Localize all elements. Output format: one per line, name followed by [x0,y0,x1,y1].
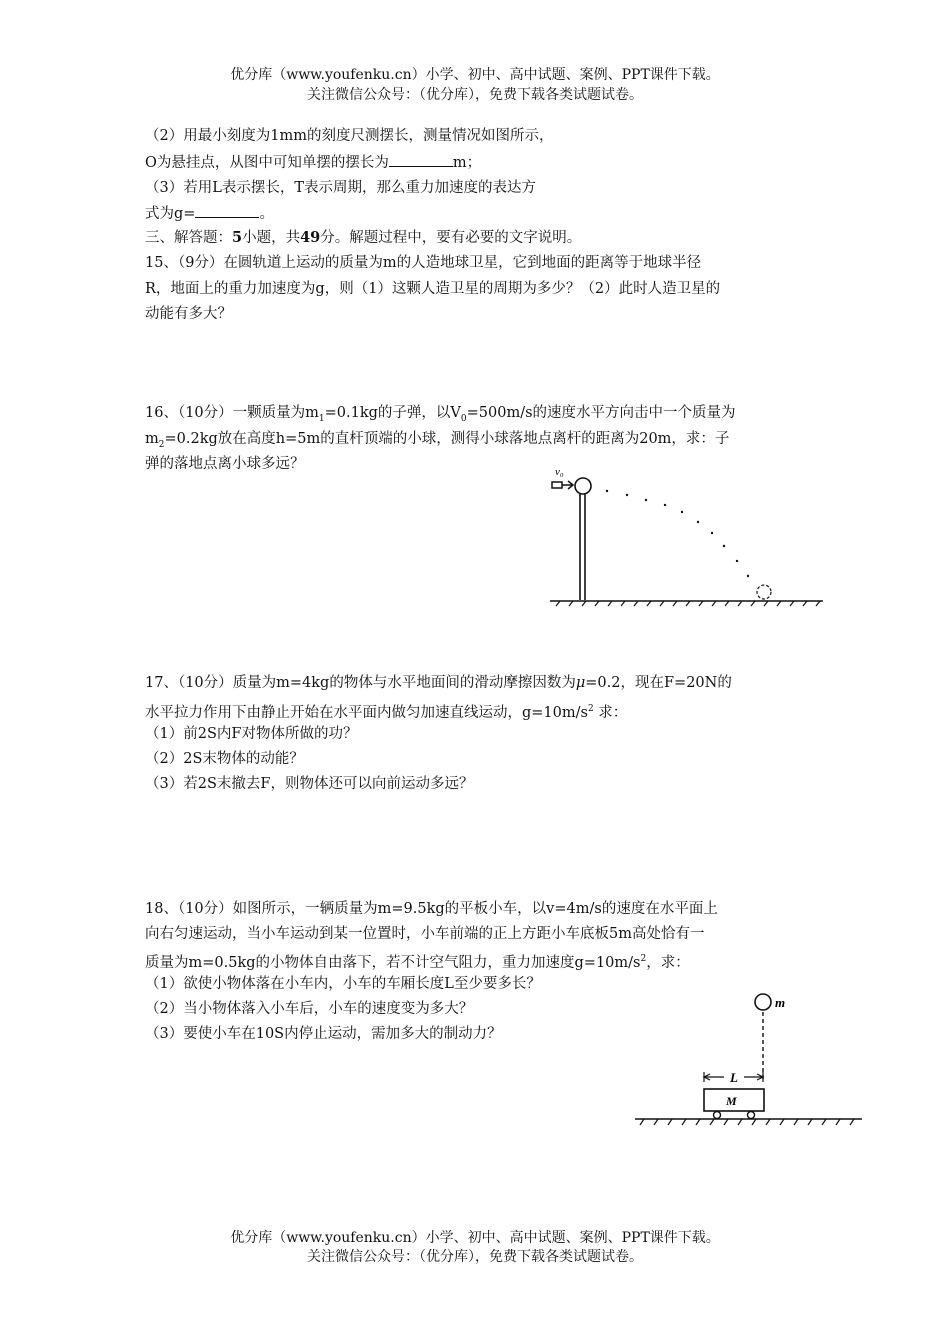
q14-part2-line1: （2）用最小刻度为1mm的刻度尺测摆长，测量情况如图所示， [145,128,554,144]
q18-part3: （3）要使小车在10S内停止运动，需加多大的制动力？ [145,1026,502,1042]
q17-text-d: 求： [593,704,628,721]
q16-sub-0: 0 [460,413,467,424]
q17-text-b: =0.2，现在F=20N的 [585,675,732,691]
q16-text-c: =500m/s的速度水平方向击中一个质量为 [466,405,736,421]
footer-line-1: 优分库（www.youfenku.cn）小学、初中、高中试题、案例、PPT课件下载。 [230,1230,720,1246]
answer-blank [195,203,259,218]
q18-text-b: ，求： [646,954,690,971]
section-3-suffix: 分。解题过程中，要有必要的文字说明。 [320,230,582,246]
q16-line2 [145,429,729,455]
section-3-mid: 小题，共 [242,230,301,246]
q16-line1 [145,403,736,429]
q17-line1 [145,673,732,693]
q16-text-e: =0.2kg放在高度h=5m的直杆顶端的小球，测得小球落地点离杆的距离为20m，求：子 [164,431,730,447]
q14-part2-unit: m； [452,155,482,171]
section-3-count: 5 [232,229,243,246]
q16-text-d: m [145,431,159,447]
q16-text-b: =0.1kg的子弹，以V [324,405,461,421]
q17-sup: 2 [587,704,594,714]
falling-object-icon [755,994,771,1010]
q16-sub-2: 2 [158,439,165,450]
q16-text-a: 16、（10分）一颗质量为m [145,405,319,421]
q18-text-a: 质量为m=0.5kg的小物体自由落下，若不计空气阻力，重力加速度g=10m/s [145,954,641,971]
wheel-icon [748,1112,755,1119]
cart-mass-label: M [726,1094,737,1108]
q18-part1: （1）欲使小物体落在小车内，小车的车厢长度L至少要多长？ [145,976,541,992]
q14-part2-text: O为悬挂点，从图中可知单摆的摆长为 [145,155,389,171]
q15-line3: 动能有多大？ [145,306,232,322]
q17-line2 [145,699,627,723]
ball-icon [575,478,591,494]
object-mass-label: m [775,995,786,1010]
bullet-icon [552,481,573,489]
q17-part3: （3）若2S末撤去F，则物体还可以向前运动多远？ [145,776,474,792]
q18-line3 [145,949,690,973]
q18-line2: 向右匀速运动，当小车运动到某一位置时，小车前端的正上方距小车底板5m高处恰有一 [145,926,705,942]
q14-part2-line2 [145,152,481,173]
section-3-prefix: 三、解答题： [145,230,232,246]
q18-sup: 2 [640,954,647,964]
q15-line2: R，地面上的重力加速度为g，则（1）这颗人造卫星的周期为多少？（2）此时人造卫星的 [145,281,721,297]
q14-part3-line1: （3）若用L表示摆长，T表示周期，那么重力加速度的表达方 [145,180,537,196]
wheel-icon [714,1112,721,1119]
q17-text-a: 17、（10分）质量为m=4kg的物体与水平地面间的滑动摩擦因数为 [145,675,576,691]
velocity-label: v₀ [555,466,564,478]
q18-line1: 18、（10分）如图所示，一辆质量为m=9.5kg的平板小车，以v=4m/s的速度在水平面上 [145,901,718,917]
footer-line-2: 关注微信公众号：（优分库），免费下载各类试题试卷。 [307,1249,643,1265]
q18-figure [632,982,867,1130]
q17-text-c: 水平拉力作用下由静止开始在水平面内做匀加速直线运动，g=10m/s [145,704,588,721]
ground-line [550,601,823,606]
q18-part2: （2）当小物体落入小车后，小车的速度变为多大？ [145,1001,474,1017]
q15-line1: 15、（9分）在圆轨道上运动的质量为m的人造地球卫星，它到地面的距离等于地球半径 [145,255,702,271]
header-line-1: 优分库（www.youfenku.cn）小学、初中、高中试题、案例、PPT课件下载。 [230,67,720,83]
trajectory-dots [606,490,749,577]
q16-sub-1: 1 [318,413,325,424]
q17-part1: （1）前2S内F对物体所做的功？ [145,726,358,742]
mu-symbol: μ [575,675,586,691]
header-line-2: 关注微信公众号：（优分库），免费下载各类试题试卷。 [307,87,643,103]
ground-line [635,1119,862,1125]
section-3-heading [145,228,581,248]
q16-line3: 弹的落地点离小球多远？ [145,456,305,472]
pole [580,494,585,600]
q14-part3-text: 式为g= [145,206,196,222]
q14-part3-line2 [145,203,274,224]
answer-blank [389,152,453,167]
q16-figure [545,458,830,618]
landed-ball-icon [757,585,771,599]
q14-part3-end: 。 [259,206,274,222]
section-3-score: 49 [300,229,321,246]
length-label: L [730,1070,738,1085]
q17-part2: （2）2S末物体的动能？ [145,751,304,767]
